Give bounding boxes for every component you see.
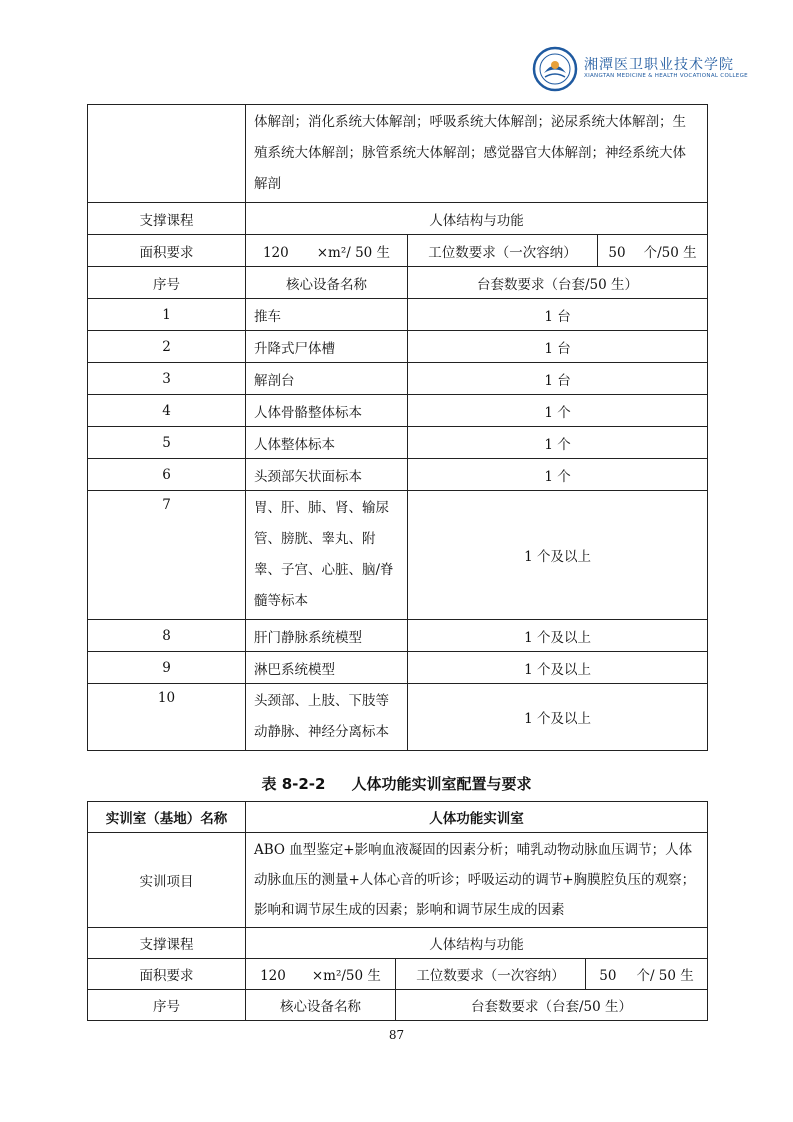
row-name: 人体整体标本 (246, 427, 408, 459)
station-value-cell (598, 235, 708, 267)
station-unit: 个/50 生 (643, 244, 697, 261)
col-qty-header: 台套数要求（台套/50 生） (408, 267, 708, 299)
col-qty-header: 台套数要求（台套/50 生） (396, 990, 708, 1021)
row-no: 7 (88, 491, 246, 620)
training-items-value: 体解剖；消化系统大体解剖；呼吸系统大体解剖；泌尿系统大体解剖；生殖系统大体解剖；脉管系统大体解剖；感觉器官大体解剖；神经系统大体解剖 (246, 105, 708, 203)
station-value: 50 (608, 244, 626, 261)
room-name-label: 实训室（基地）名称 (88, 802, 246, 833)
school-name: 湘潭医卫职业技术学院 (584, 57, 734, 73)
table-row (88, 427, 708, 459)
row-qty: 1 台 (408, 363, 708, 395)
station-value: 50 (599, 968, 617, 984)
row-name: 头颈部矢状面标本 (246, 459, 408, 491)
row-name: 人体骨骼整体标本 (246, 395, 408, 427)
station-label: 工位数要求（一次容纳） (408, 235, 598, 267)
support-course-value: 人体结构与功能 (246, 928, 708, 959)
area-row (88, 235, 708, 267)
row-qty: 1 个 (408, 459, 708, 491)
support-course-row (88, 928, 708, 959)
area-value: 120 (260, 968, 286, 984)
row-name: 升降式尸体槽 (246, 331, 408, 363)
row-name: 肝门静脉系统模型 (246, 620, 408, 652)
training-project-row (88, 833, 708, 928)
header-row (88, 267, 708, 299)
row-qty: 1 个 (408, 427, 708, 459)
table-row (88, 491, 708, 620)
row-no: 10 (88, 684, 246, 751)
school-emblem-icon (532, 46, 578, 92)
area-label: 面积要求 (88, 235, 246, 267)
row-no: 3 (88, 363, 246, 395)
row-name: 推车 (246, 299, 408, 331)
col-no-header: 序号 (88, 990, 246, 1021)
col-name-header: 核心设备名称 (246, 990, 396, 1021)
table-caption-title: 人体功能实训室配置与要求 (351, 775, 532, 793)
row-name: 胃、肝、肺、肾、输尿管、膀胱、睾丸、附睾、子宫、心脏、脑/脊髓等标本 (246, 491, 408, 620)
support-course-label: 支撑课程 (88, 928, 246, 959)
table-row (88, 459, 708, 491)
school-logo (532, 46, 762, 94)
table-row (88, 395, 708, 427)
support-course-label: 支撑课程 (88, 203, 246, 235)
row-no: 2 (88, 331, 246, 363)
school-name-en: XIANGTAN MEDICINE & HEALTH VOCATIONAL COLLEGE (584, 73, 748, 79)
table-row (88, 620, 708, 652)
area-value: 120 (262, 244, 289, 261)
row-qty: 1 个及以上 (408, 620, 708, 652)
area-value-cell (246, 959, 396, 990)
support-course-row (88, 203, 708, 235)
table-row (88, 652, 708, 684)
row-no: 5 (88, 427, 246, 459)
row-no: 8 (88, 620, 246, 652)
page-number: 87 (388, 1028, 405, 1042)
station-value-cell (586, 959, 708, 990)
table-row (88, 331, 708, 363)
station-unit: 个/ 50 生 (636, 968, 694, 984)
row-no: 1 (88, 299, 246, 331)
row-qty: 1 台 (408, 331, 708, 363)
col-no-header: 序号 (88, 267, 246, 299)
area-value-cell (246, 235, 408, 267)
row-qty: 1 台 (408, 299, 708, 331)
header-row (88, 990, 708, 1021)
support-course-value: 人体结构与功能 (246, 203, 708, 235)
row-qty: 1 个 (408, 395, 708, 427)
table-8-2-1-continued (87, 104, 708, 751)
row-no: 4 (88, 395, 246, 427)
table-row (88, 363, 708, 395)
training-project-value: ABO 血型鉴定+影响血液凝固的因素分析；哺乳动物动脉血压调节；人体动脉血压的测量+人体心音的听诊；呼吸运动的调节+胸膜腔负压的观察；影响和调节尿生成的因素；影响和调节尿生成的因素 (246, 833, 708, 928)
col-name-header: 核心设备名称 (246, 267, 408, 299)
area-unit: ×m²/ 50 生 (316, 244, 391, 261)
training-items-label-cell (88, 105, 246, 203)
station-label: 工位数要求（一次容纳） (396, 959, 586, 990)
row-name: 解剖台 (246, 363, 408, 395)
room-name-row (88, 802, 708, 833)
row-qty: 1 个及以上 (408, 491, 708, 620)
area-label: 面积要求 (88, 959, 246, 990)
table-caption-number: 表 8-2-2 (261, 775, 326, 793)
room-name-value: 人体功能实训室 (246, 802, 708, 833)
row-name: 淋巴系统模型 (246, 652, 408, 684)
area-row (88, 959, 708, 990)
row-no: 6 (88, 459, 246, 491)
table-8-2-2 (87, 801, 708, 1021)
row-no: 9 (88, 652, 246, 684)
row-qty: 1 个及以上 (408, 652, 708, 684)
row-name: 头颈部、上肢、下肢等动静脉、神经分离标本 (246, 684, 408, 751)
area-unit: ×m²/50 生 (311, 968, 381, 984)
table-caption (0, 773, 793, 794)
training-items-row (88, 105, 708, 203)
table-row (88, 299, 708, 331)
table-row (88, 684, 708, 751)
training-project-label: 实训项目 (88, 833, 246, 928)
row-qty: 1 个及以上 (408, 684, 708, 751)
